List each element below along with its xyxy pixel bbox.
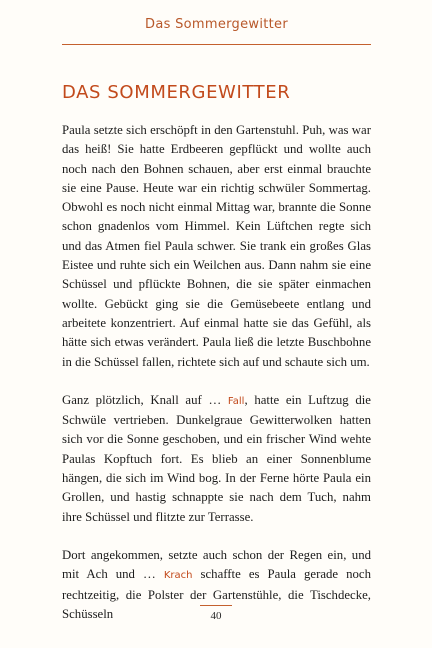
paragraph-2-text-start: Ganz plötzlich, Knall auf … <box>62 392 228 407</box>
page-number: 40 <box>210 610 222 622</box>
running-head: Das Sommergewitter <box>145 17 288 32</box>
header-divider <box>62 44 371 45</box>
paragraph-1: Paula setzte sich erschöpft in den Gartenstuhl. Puh, was war das heiß! Sie hatte Erdbeeren gepflückt und wollte auch noch nach den Bohnen schauen, aber erst einmal brauchte sie eine Pause. Heute war ein richtig schwüler Sommertag. Obwohl es noch nicht einmal Mittag war, brannte die Sonne schon gnadenlos vom Himmel. Kein Lüftchen regte sich und das Atmen fiel Paula schwer. Sie trank ein großes Glas Eistee und ruhte sich ein Weilchen aus. Dann nahm sie eine Schüssel und pflückte Bohnen, die sie später einmachen wollte. Gebückt ging sie die Gemüsebeete entlang und arbeitete konzentriert. Auf einmal hatte sie das Gefühl, als hätte sich etwas verändert. Paula ließ die letzte Buschbohne in die Schüssel fallen, richtete sich auf und schaute sich um. <box>62 123 371 369</box>
paragraph-2-text-end: , hatte ein Luftzug die Schwüle vertrieben. Dunkelgraue Gewitterwolken hatten sich vor die Sonne geschoben, und ein frischer Wind wehte Paulas Kopftuch fort. Es blieb an einer Sonnenblume hängen, die sich im Wind bog. In der Ferne hörte Paula ein Grollen, und hastig schnappte sie nach dem Tuch, nahm ihre Schüssel und flitzte zur Terrasse. <box>62 392 371 524</box>
chapter-title: DAS SOMMERGEWITTER <box>62 82 291 103</box>
sound-word-krach: Krach <box>163 570 193 582</box>
body-text <box>62 121 371 643</box>
paragraph-3-text-end: schaffte es Paula gerade noch rechtzeitig, die Polster der Gartenstühle, die Tischdecke, Schüsseln <box>62 567 372 621</box>
sound-word-fall: Fall <box>227 395 245 407</box>
footer-divider <box>200 605 232 606</box>
paragraph-2 <box>62 391 371 527</box>
paragraph-3-text-start: Dort angekommen, setzte auch schon der Regen ein, und mit Ach und … <box>62 547 371 582</box>
